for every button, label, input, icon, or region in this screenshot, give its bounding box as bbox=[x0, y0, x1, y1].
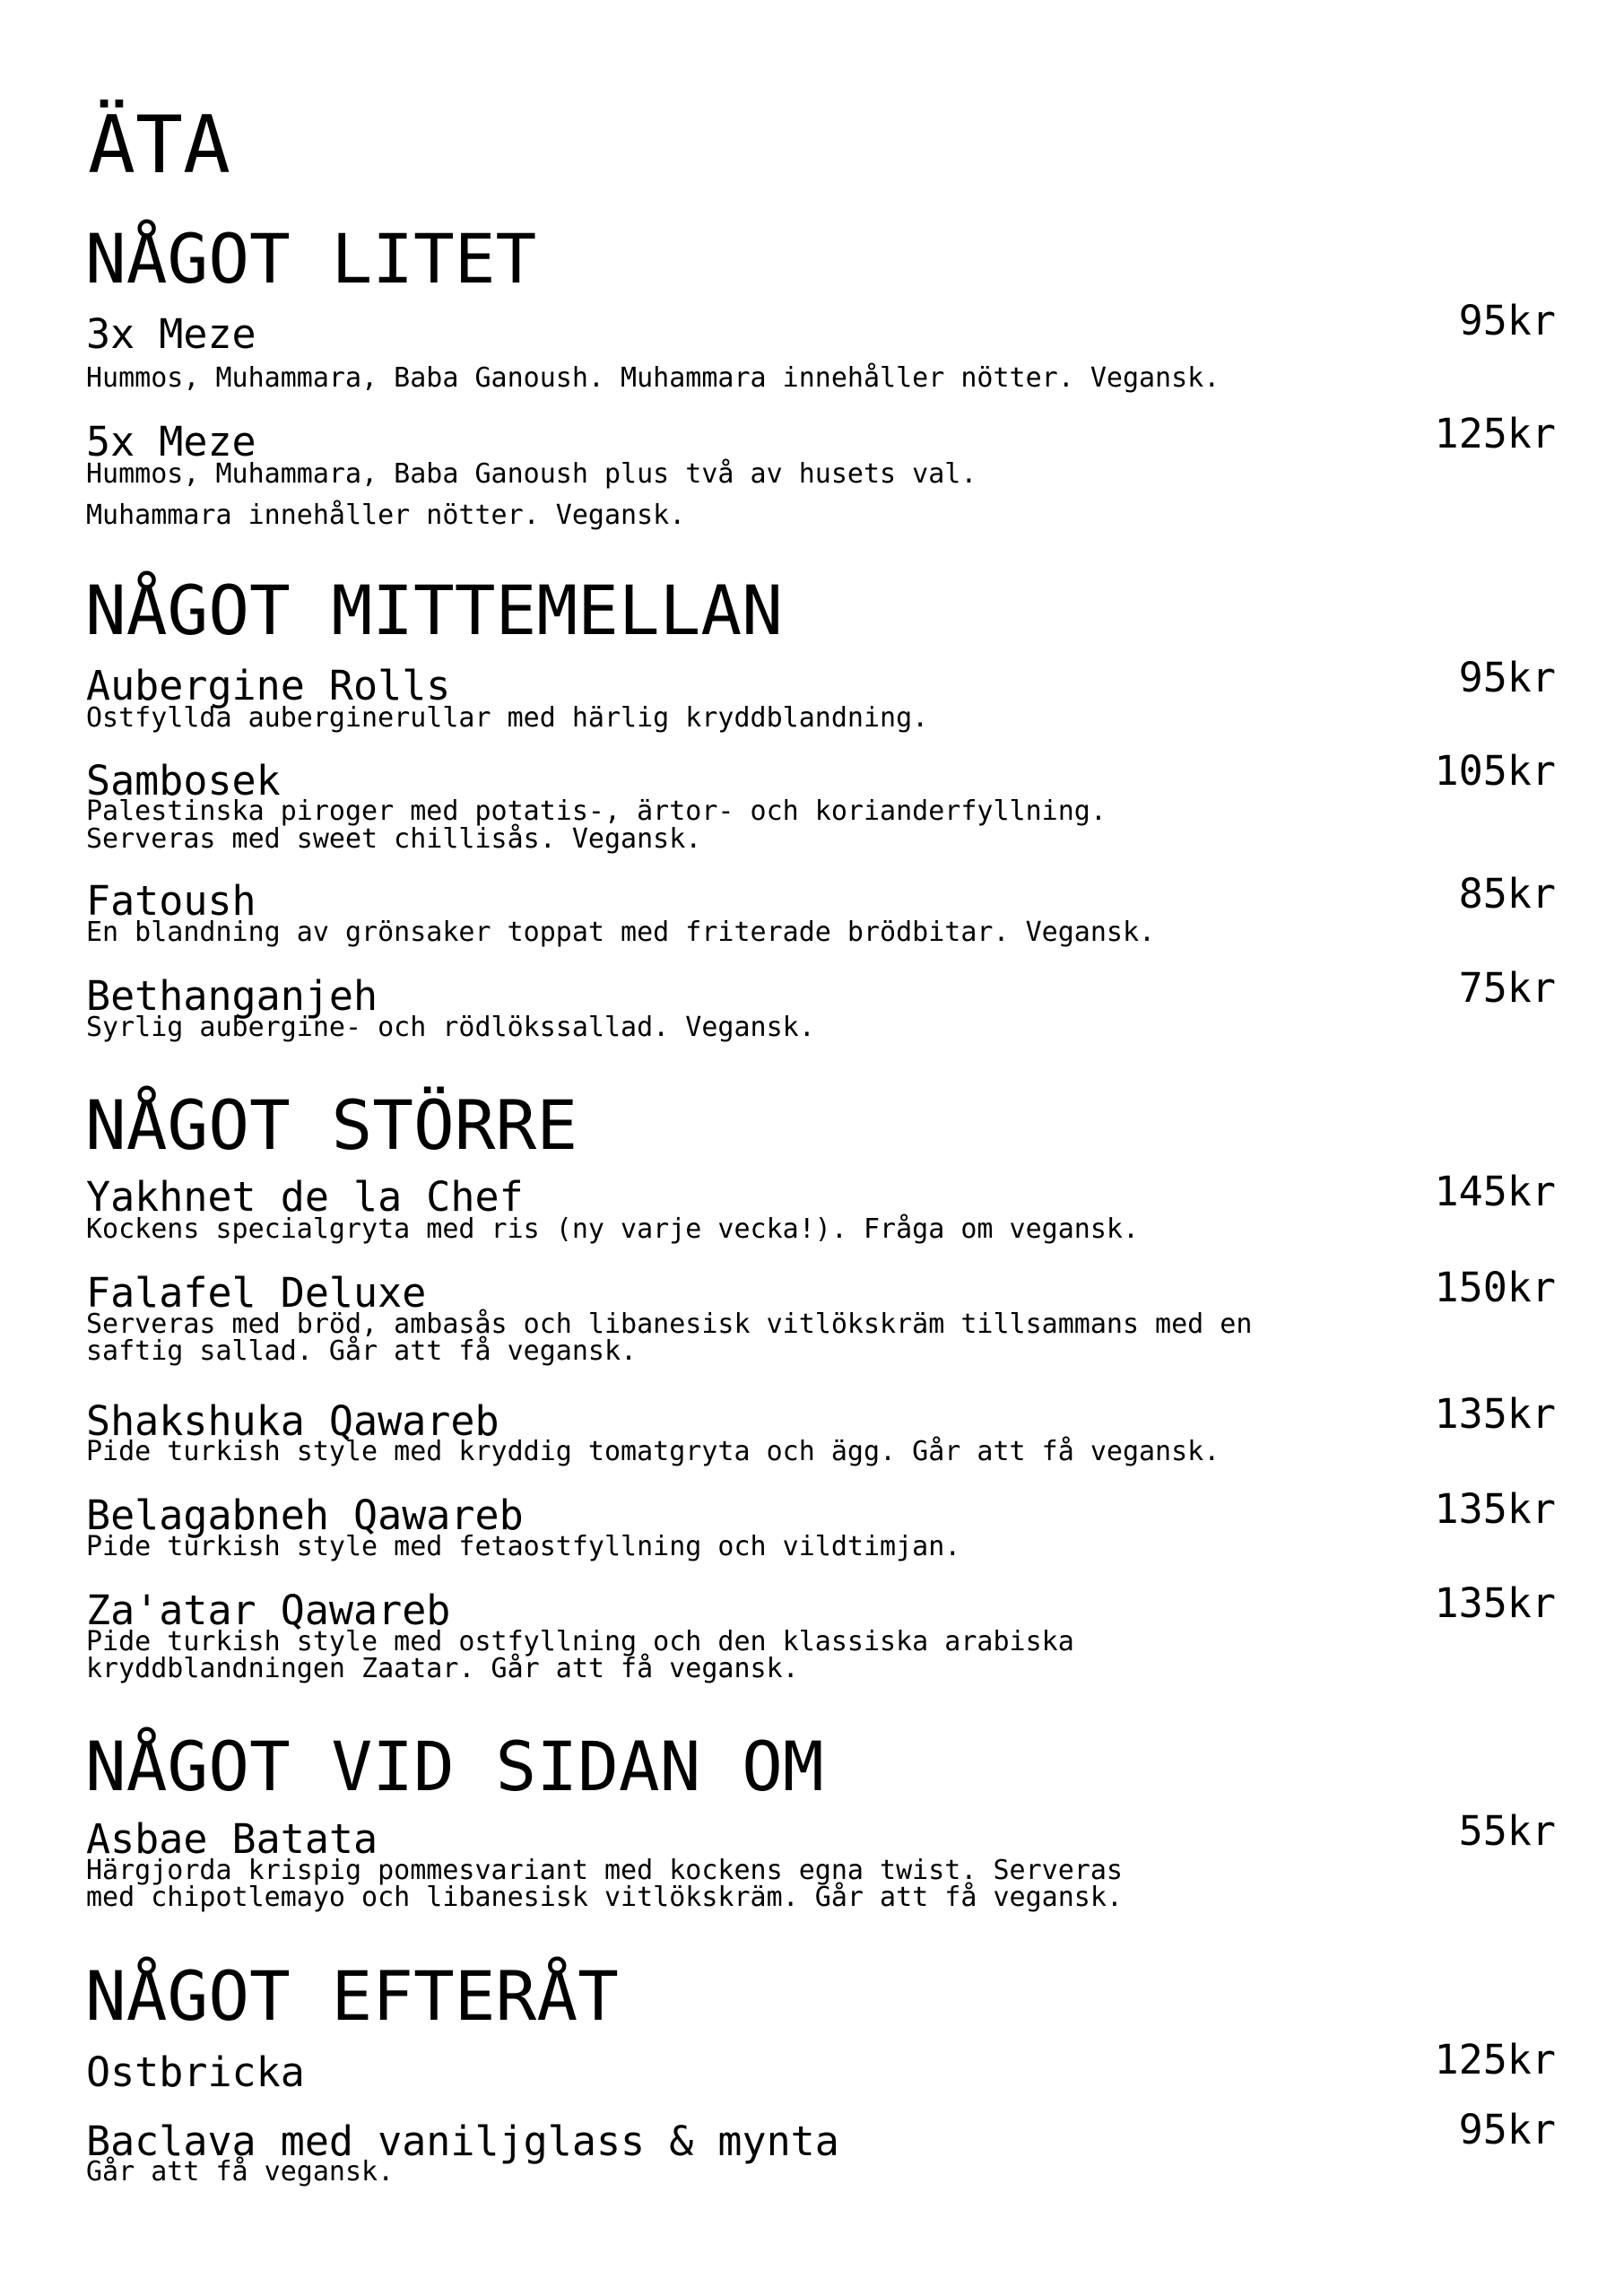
item-price: 135kr bbox=[1434, 1485, 1556, 1533]
item-description: Går att få vegansk. bbox=[86, 2156, 395, 2187]
item-price: 55kr bbox=[1458, 1807, 1556, 1855]
item-name: Za'atar Qawareb bbox=[86, 1587, 451, 1634]
item-name: Ostbricka bbox=[86, 2048, 305, 2096]
section-heading: NÅGOT EFTERÅT bbox=[85, 1956, 619, 2036]
item-description: Pide turkish style med fetaostfyllning och vildtimjan. bbox=[86, 1531, 961, 1562]
item-name: Falafel Deluxe bbox=[86, 1269, 427, 1317]
item-description: saftig sallad. Går att få vegansk. bbox=[86, 1335, 638, 1367]
page-title: ÄTA bbox=[88, 99, 230, 191]
section-heading: NÅGOT VID SIDAN OM bbox=[85, 1726, 824, 1806]
section-heading: NÅGOT STÖRRE bbox=[85, 1085, 578, 1165]
item-description: Syrlig aubergine- och rödlökssallad. Vegansk. bbox=[86, 1012, 815, 1043]
item-description: Serveras med sweet chillisås. Vegansk. bbox=[86, 823, 702, 855]
item-price: 95kr bbox=[1458, 297, 1556, 344]
item-name: 5x Meze bbox=[86, 418, 256, 465]
item-name: Fatoush bbox=[86, 877, 256, 925]
item-name: Asbae Batata bbox=[86, 1815, 378, 1863]
item-price: 85kr bbox=[1458, 870, 1556, 918]
item-price: 145kr bbox=[1434, 1168, 1556, 1215]
section-heading: NÅGOT MITTEMELLAN bbox=[85, 570, 783, 650]
item-price: 95kr bbox=[1458, 2106, 1556, 2153]
item-description: Serveras med bröd, ambasås och libanesisk vitlökskräm tillsammans med en bbox=[86, 1309, 1253, 1340]
item-name: 3x Meze bbox=[86, 310, 256, 358]
item-description: Pide turkish style med kryddig tomatgryta och ägg. Går att få vegansk. bbox=[86, 1436, 1220, 1467]
item-description: Palestinska piroger med potatis-, ärtor- och korianderfyllning. bbox=[86, 796, 1107, 827]
item-price: 135kr bbox=[1434, 1390, 1556, 1438]
item-description: kryddblandningen Zaatar. Går att få vegansk. bbox=[86, 1653, 799, 1684]
item-price: 150kr bbox=[1434, 1264, 1556, 1311]
item-price: 105kr bbox=[1434, 747, 1556, 795]
item-name: Sambosek bbox=[86, 757, 281, 804]
item-description: Härgjorda krispig pommesvariant med kockens egna twist. Serveras bbox=[86, 1855, 1123, 1886]
item-description: Ostfyllda auberginerullar med härlig kryddblandning. bbox=[86, 702, 929, 734]
item-name: Belagabneh Qawareb bbox=[86, 1492, 524, 1539]
item-description: En blandning av grönsaker toppat med friterade brödbitar. Vegansk. bbox=[86, 917, 1156, 948]
item-description: Pide turkish style med ostfyllning och den klassiska arabiska bbox=[86, 1626, 1074, 1657]
item-description: Hummos, Muhammara, Baba Ganoush. Muhammara innehåller nötter. Vegansk. bbox=[86, 362, 1220, 394]
section-heading: NÅGOT LITET bbox=[85, 219, 537, 299]
item-price: 135kr bbox=[1434, 1579, 1556, 1627]
item-description: Kockens specialgryta med ris (ny varje vecka!). Fråga om vegansk. bbox=[86, 1213, 1139, 1245]
item-description: Hummos, Muhammara, Baba Ganoush plus två av husets val. bbox=[86, 458, 977, 490]
item-price: 95kr bbox=[1458, 654, 1556, 701]
item-name: Yakhnet de la Chef bbox=[86, 1173, 524, 1221]
item-price: 125kr bbox=[1434, 410, 1556, 457]
item-name: Bethanganjeh bbox=[86, 972, 378, 1020]
item-name: Aubergine Rolls bbox=[86, 662, 451, 709]
item-name: Baclava med vaniljglass & mynta bbox=[86, 2118, 839, 2165]
item-price: 125kr bbox=[1434, 2036, 1556, 2083]
item-price: 75kr bbox=[1458, 964, 1556, 1012]
item-description: Muhammara innehåller nötter. Vegansk. bbox=[86, 500, 686, 531]
item-description: med chipotlemayo och libanesisk vitlökskräm. Går att få vegansk. bbox=[86, 1882, 1123, 1913]
item-name: Shakshuka Qawareb bbox=[86, 1397, 499, 1445]
